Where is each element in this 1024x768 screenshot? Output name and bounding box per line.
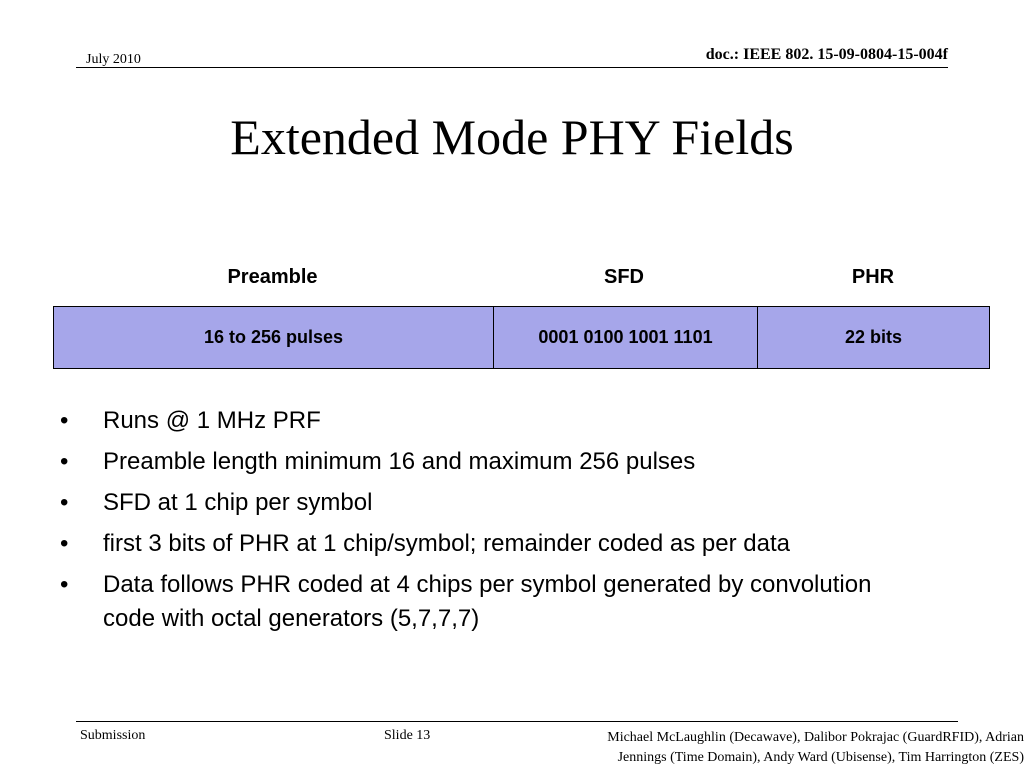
slide-number: Slide 13 [384,728,431,743]
field-label-preamble: Preamble [227,266,318,288]
bullet-dot-icon: • [60,448,69,475]
bullet-list [60,404,960,643]
frame-cell-sfd: 0001 0100 1001 1101 [493,307,757,368]
bullet-item [60,404,960,438]
bullet-dot-icon: • [60,489,69,516]
phy-frame-table [53,306,990,369]
header-divider [76,67,948,68]
bullet-item [60,486,960,520]
footer-divider [76,721,958,722]
frame-cell-preamble: 16 to 256 pulses [203,327,344,347]
bullet-text: Runs @ 1 MHz PRF [103,407,321,434]
footer-authors [504,728,1024,768]
bullet-item [60,445,960,479]
bullet-dot-icon: • [60,407,69,434]
document-id: doc.: IEEE 802. 15-09-0804-15-004f [705,46,948,63]
frame-cell-phr: 22 bits [757,307,989,368]
field-label-phr: PHR [851,266,895,288]
bullet-item [60,527,960,561]
bullet-text: SFD at 1 chip per symbol [103,489,373,516]
field-label-sfd: SFD [604,266,644,288]
bullet-text: first 3 bits of PHR at 1 chip/symbol; remainder coded as per data [103,530,790,557]
bullet-dot-icon: • [60,571,69,598]
footer-submission: Submission [80,728,146,743]
bullet-dot-icon: • [60,530,69,557]
footer-authors-line-2: Jennings (Time Domain), Andy Ward (Ubisense), Tim Harrington (ZES) [617,750,1024,765]
bullet-text: Data follows PHR coded at 4 chips per symbol generated by convolution code with octal generators (5,7,7,7) [103,571,872,632]
header-date: July 2010 [86,52,141,67]
bullet-text: Preamble length minimum 16 and maximum 256 pulses [103,448,696,475]
slide-title: Extended Mode PHY Fields [230,109,794,165]
footer-authors-line-1: Michael McLaughlin (Decawave), Dalibor Pokrajac (GuardRFID), Adrian [607,730,1024,745]
bullet-item [60,568,960,636]
